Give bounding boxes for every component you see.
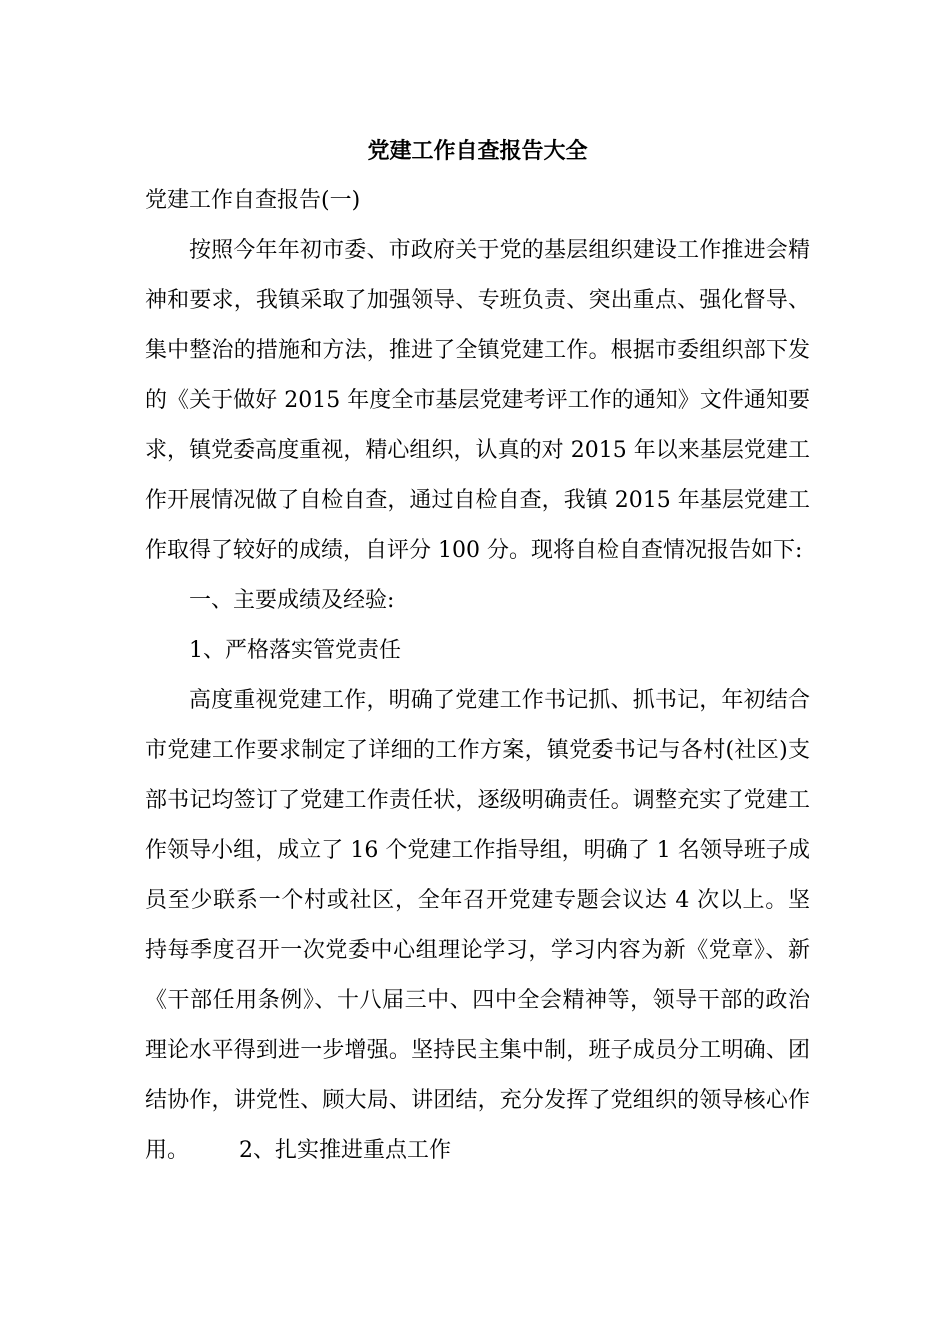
- responsibility-text: 高度重视党建工作，明确了党建工作书记抓、抓书记，年初结合市党建工作要求制定了详细的工作方案，镇党委书记与各村(社区)支部书记均签订了党建工作责任状，逐级明确责任。调整充实了党建工作领导小组，成立了 16 个党建工作指导组，明确了 1 名领导班子成员至少联系一个村或社区，全年召开党建专题会议达 4 次以上。坚持每季度召开一次党委中心组理论学习，学习内容为新《党章》、新《干部任用条例》、十八届三中、四中全会精神等，领导干部的政治理论水平得到进一步增强。坚持民主集中制，班子成员分工明确、团结协作，讲党性、顾大局、讲团结，充分发挥了党组织的领导核心作用。: [145, 688, 810, 1163]
- intro-paragraph: 按照今年年初市委、市政府关于党的基层组织建设工作推进会精神和要求，我镇采取了加强领导、专班负责、突出重点、强化督导、集中整治的措施和方法，推进了全镇党建工作。根据市委组织部下发的《关于做好 2015 年度全市基层党建考评工作的通知》文件通知要求，镇党委高度重视，精心组织，认真的对 2015 年以来基层党建工作开展情况做了自检自查，通过自检自查，我镇 2015 年基层党建工作取得了较好的成绩，自评分 100 分。现将自检自查情况报告如下:: [145, 238, 810, 563]
- document-page: [145, 126, 810, 1176]
- responsibility-paragraph: [145, 676, 810, 1176]
- document-subtitle: 党建工作自查报告(一): [145, 188, 361, 213]
- subsection-heading-responsibility: 1、严格落实管党责任: [189, 638, 401, 663]
- section-heading-achievements: 一、主要成绩及经验:: [189, 588, 395, 613]
- document-title: 党建工作自查报告大全: [367, 138, 588, 164]
- subsection-heading-key-work: 2、扎实推进重点工作: [239, 1138, 452, 1163]
